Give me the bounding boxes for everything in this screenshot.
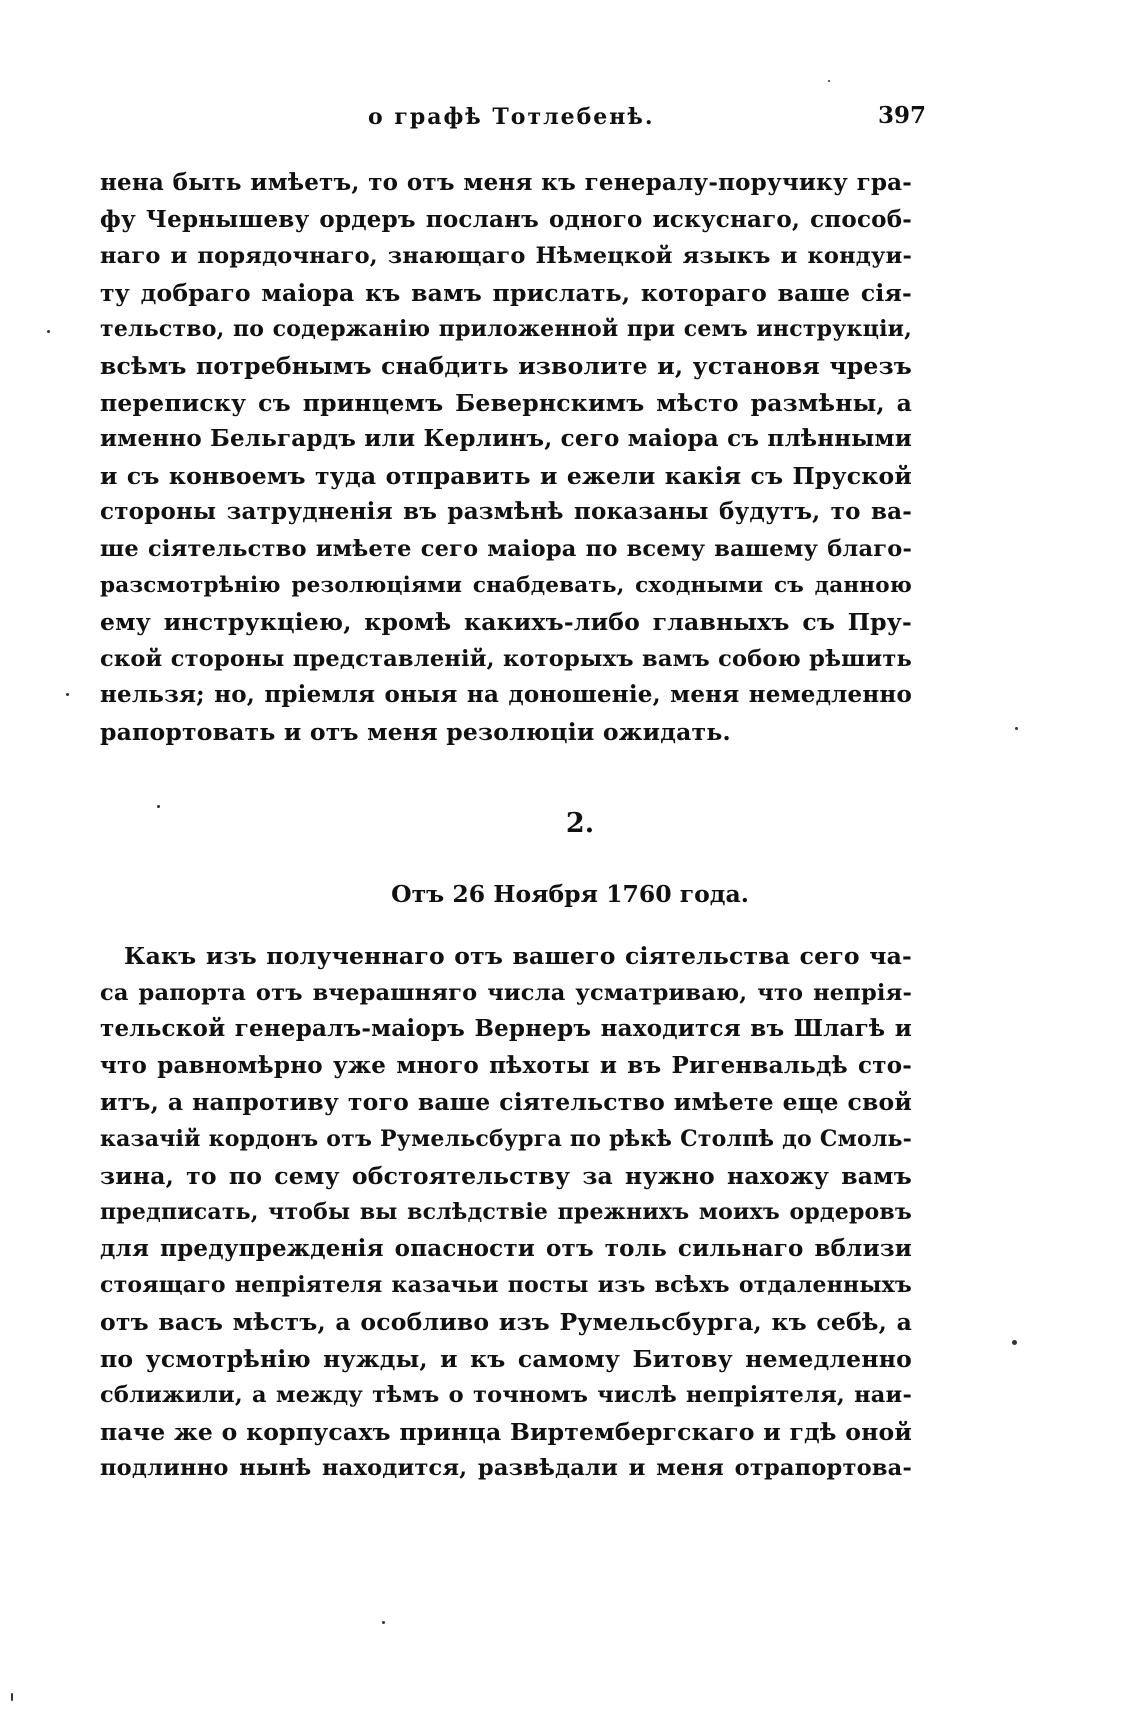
text-line: и съ конвоемъ туда отправить и ежели какія съ Пруской bbox=[100, 461, 912, 490]
text-line: подлинно нынѣ находится, развѣдали и меня отрапортова- bbox=[100, 1455, 912, 1482]
text-line: ской стороны представленій, которыхъ вамъ собою рѣшить bbox=[100, 645, 912, 672]
text-line: что равномѣрно уже много пѣхоты и въ Ригенвальдѣ сто- bbox=[100, 1051, 912, 1079]
text-line: нена быть имѣетъ, то отъ меня къ генералу-поручику гра- bbox=[100, 169, 912, 196]
scan-speck bbox=[828, 80, 830, 82]
scan-speck bbox=[1015, 727, 1018, 730]
scan-speck bbox=[11, 1693, 13, 1701]
section-number: 2. bbox=[565, 808, 595, 839]
text-line: стоящаго непріятеля казачьи посты изъ всѣхъ отдаленныхъ bbox=[100, 1272, 912, 1299]
scan-speck bbox=[47, 330, 50, 333]
text-line: ту добраго маіора къ вамъ прислать, котораго ваше сія- bbox=[100, 278, 912, 307]
page-number: 397 bbox=[878, 102, 927, 129]
text-line: рапортовать и отъ меня резолюціи ожидать. bbox=[100, 717, 731, 746]
text-line: именно Бельгардъ или Керлинъ, сего маіора съ плѣнными bbox=[100, 425, 912, 453]
scan-speck bbox=[382, 1621, 385, 1624]
text-line: всѣмъ потребнымъ снабдить изволите и, установя чрезъ bbox=[100, 351, 912, 380]
text-line: разсмотрѣнію резолюціями снабдевать, сходными съ данною bbox=[100, 572, 912, 598]
scan-speck bbox=[66, 693, 69, 696]
text-line: казачій кордонъ отъ Румельсбурга по рѣкѣ Столпѣ до Смоль- bbox=[100, 1125, 912, 1152]
text-line: са рапорта отъ вчерашняго числа усматриваю, что непрія- bbox=[100, 979, 912, 1006]
text-line: ему инструкціею, кромѣ какихъ-либо главныхъ съ Пру- bbox=[100, 608, 912, 637]
text-line: тельской генералъ-маіоръ Вернеръ находится въ Шлагѣ и bbox=[100, 1015, 912, 1043]
text-line: Какъ изъ полученнаго отъ вашего сіятельства сего ча- bbox=[124, 942, 912, 970]
text-line: наго и порядочнаго, знающаго Нѣмецкой языкъ и кондуи- bbox=[100, 243, 912, 270]
text-line: сближили, а между тѣмъ о точномъ числѣ непріятеля, наи- bbox=[100, 1382, 912, 1409]
text-line: зина, то по сему обстоятельству за нужно нахожу вамъ bbox=[100, 1161, 912, 1190]
running-title: о графѣ Тотлебенѣ. bbox=[368, 104, 655, 130]
text-line: предписать, чтобы вы вслѣдствіе прежнихъ моихъ ордеровъ bbox=[100, 1199, 912, 1226]
text-line: итъ, а напротиву того ваше сіятельство имѣете еще свой bbox=[100, 1088, 912, 1117]
text-line: ше сіятельство имѣете сего маіора по всему вашему благо- bbox=[100, 535, 912, 562]
text-line: нельзя; но, пріемля оныя на доношеніе, меня немедленно bbox=[100, 681, 912, 709]
text-line: по усмотрѣнію нужды, и къ самому Битову немедленно bbox=[100, 1344, 912, 1373]
text-line: стороны затрудненія въ размѣнѣ показаны будутъ, то ва- bbox=[100, 498, 912, 526]
section-date-heading: Отъ 26 Ноября 1760 года. bbox=[391, 880, 749, 908]
paragraph-2 bbox=[100, 938, 912, 1487]
text-line: переписку съ принцемъ Бевернскимъ мѣсто размѣны, а bbox=[100, 388, 912, 417]
paragraph-1 bbox=[100, 165, 912, 751]
text-line: фу Чернышеву ордеръ посланъ одного искуснаго, способ- bbox=[100, 205, 912, 233]
scan-speck bbox=[1012, 1340, 1017, 1345]
text-line: тельство, по содержанію приложенной при семъ инструкціи, bbox=[100, 316, 912, 343]
text-line: паче же о корпусахъ принца Виртембергскаго и гдѣ оной bbox=[100, 1417, 912, 1446]
text-line: для предупрежденія опасности отъ толь сильнаго вблизи bbox=[100, 1234, 912, 1262]
scan-speck bbox=[157, 805, 160, 808]
running-head bbox=[0, 100, 1140, 136]
text-line: отъ васъ мѣстъ, а особливо изъ Румельсбурга, къ себѣ, а bbox=[100, 1307, 912, 1336]
